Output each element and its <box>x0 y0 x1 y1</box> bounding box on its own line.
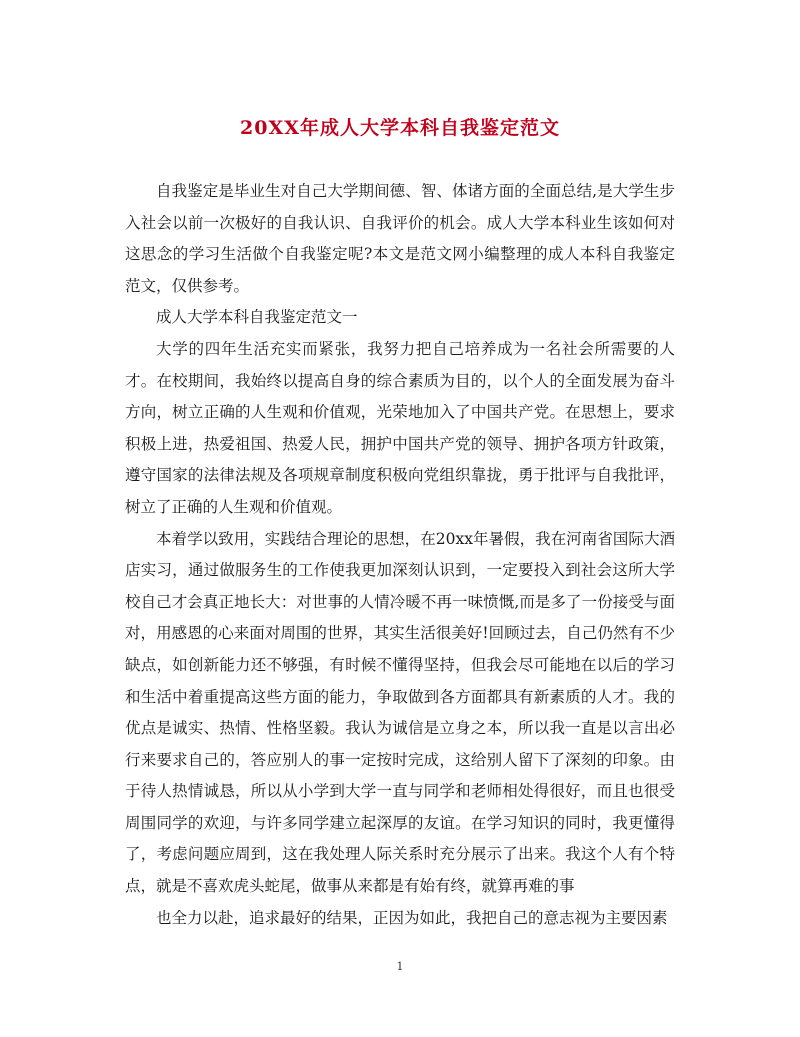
document-body <box>125 176 675 934</box>
page-number: 1 <box>396 960 404 973</box>
body-paragraph: 大学的四年生活充实而紧张，我努力把自己培养成为一名社会所需要的人才。在校期间，我始终以提高自身的综合素质为目的，以个人的全面发展为奋斗方向，树立正确的人生观和价值观，光荣地加入了中国共产党。在思想上，要求积极上进，热爱祖国、热爱人民，拥护中国共产党的领导、拥护各项方针政策，遵守国家的法律法规及各项规章制度积极向党组织靠拢，勇于批评与自我批评，树立了正确的人生观和价值观。 <box>125 339 675 516</box>
body-paragraph: 也全力以赴，追求最好的结果，正因为如此，我把自己的意志视为主要因素 <box>156 908 668 927</box>
section-heading: 成人大学本科自我鉴定范文一 <box>156 308 358 327</box>
body-paragraph: 本着学以致用，实践结合理论的思想，在20xx年暑假，我在河南省国际大酒店实习，通过做服务生的工作使我更加深刻认识到，一定要投入到社会这所大学校自己才会真正地长大：对世事的人情冷暖不再一味愤慨,而是多了一份接受与面对，用感恩的心来面对周围的世界，其实生活很美好!回顾过去，自己仍然有不少缺点，如创新能力还不够强，有时候不懂得坚持，但我会尽可能地在以后的学习和生活中着重提高这些方面的能力，争取做到各方面都具有新素质的人才。我的优点是诚实、热情、性格坚毅。我认为诚信是立身之本，所以我一直是以言出必行来要求自己的，答应别人的事一定按时完成，这给别人留下了深刻的印象。由于待人热情诚恳，所以从小学到大学一直与同学和老师相处得很好，而且也很受周围同学的欢迎，与许多同学建立起深厚的友谊。在学习知识的同时，我更懂得了，考虑问题应周到，这在我处理人际关系时充分展示了出来。我这个人有个特点，就是不喜欢虎头蛇尾，做事从来都是有始有终，就算再难的事 <box>125 529 675 896</box>
intro-paragraph: 自我鉴定是毕业生对自己大学期间德、智、体诸方面的全面总结,是大学生步入社会以前一次极好的自我认识、自我评价的机会。成人大学本科业生该如何对这思念的学习生活做个自我鉴定呢?本文是范文网小编整理的成人本科自我鉴定范文，仅供参考。 <box>125 182 675 295</box>
document-title: 20XX年成人大学本科自我鉴定范文 <box>240 117 560 139</box>
